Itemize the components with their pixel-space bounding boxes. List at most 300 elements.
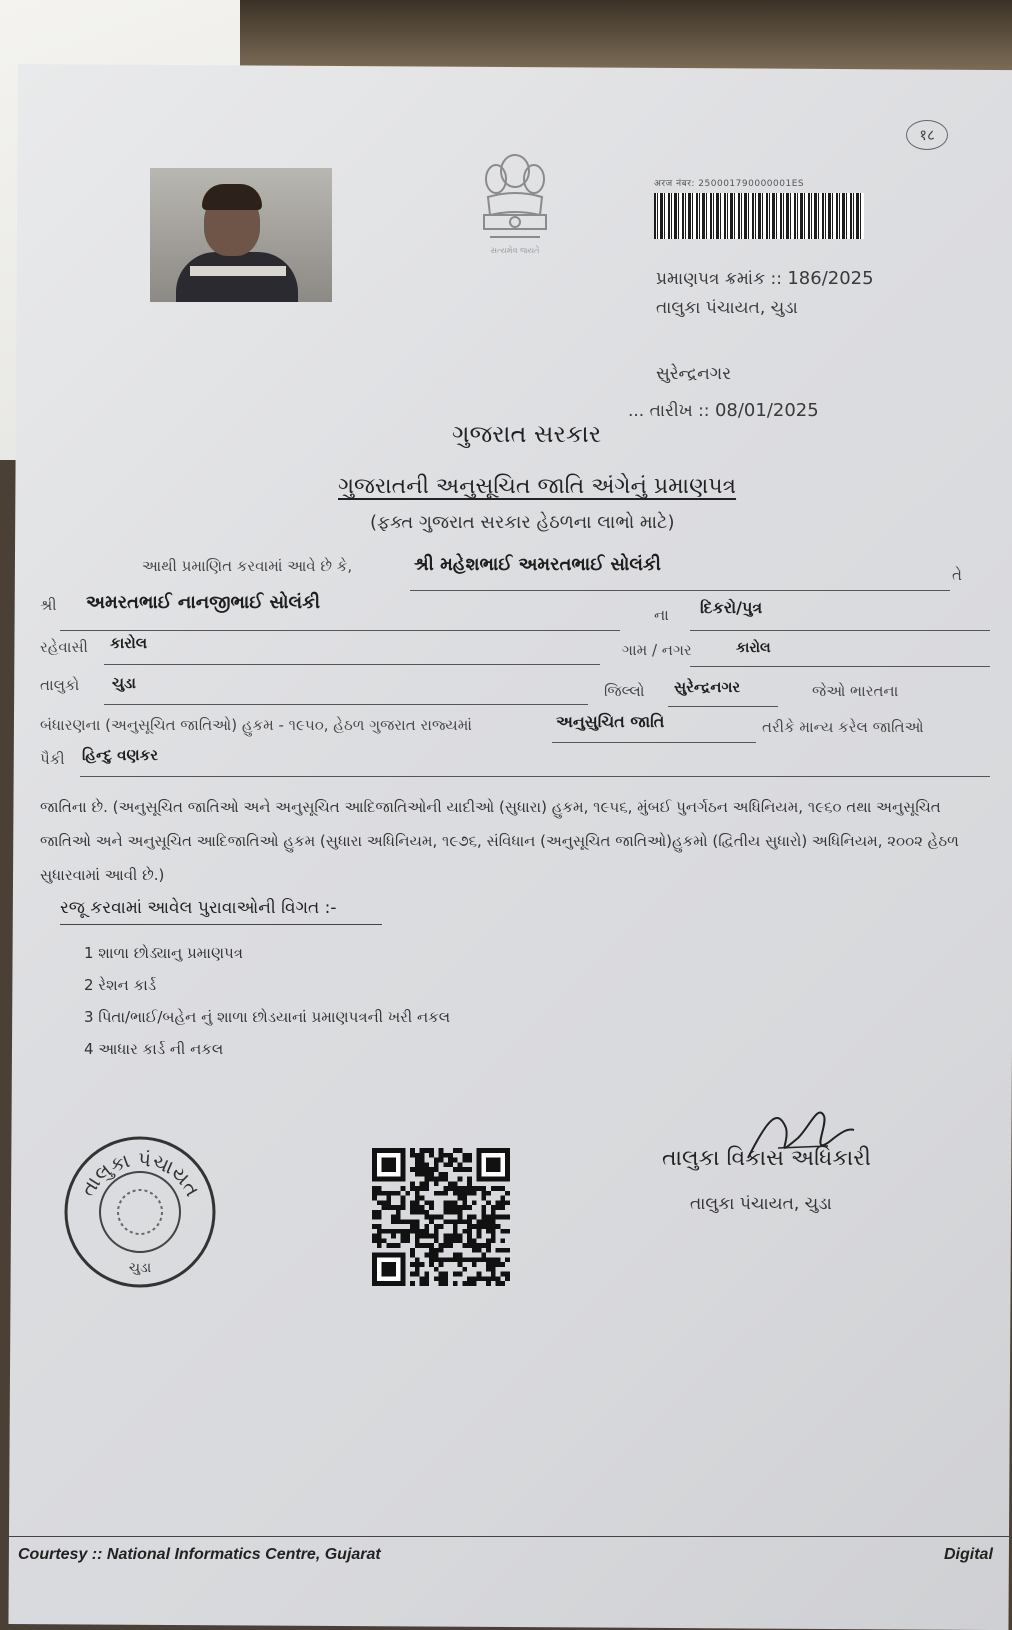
among-label: પૈકી [40, 750, 65, 768]
qr-module [420, 1158, 425, 1163]
qr-module [453, 1281, 458, 1286]
qr-module [477, 1272, 482, 1277]
qr-module [420, 1148, 425, 1153]
qr-module [477, 1186, 482, 1191]
qr-module [448, 1257, 453, 1262]
qr-module [415, 1272, 420, 1277]
qr-module [415, 1205, 420, 1210]
te-text: તે [952, 566, 962, 584]
qr-module [462, 1200, 467, 1205]
qr-module [410, 1262, 415, 1267]
qr-module [396, 1205, 401, 1210]
qr-module [472, 1281, 477, 1286]
qr-module [462, 1191, 467, 1196]
qr-module [391, 1191, 396, 1196]
qr-module [382, 1205, 387, 1210]
qr-module [491, 1234, 496, 1239]
qr-module [458, 1257, 463, 1262]
qr-module [439, 1153, 444, 1158]
page-number: १८ [906, 120, 948, 150]
qr-module [434, 1162, 439, 1167]
qr-module [415, 1158, 420, 1163]
qr-module [458, 1219, 463, 1224]
qr-module [372, 1210, 377, 1215]
qr-finder [382, 1158, 396, 1172]
qr-module [424, 1181, 429, 1186]
qr-module [481, 1224, 486, 1229]
qr-module [429, 1248, 434, 1253]
qr-module [443, 1172, 448, 1177]
qr-module [377, 1224, 382, 1229]
qr-module [415, 1153, 420, 1158]
qr-module [415, 1243, 420, 1248]
qr-module [467, 1243, 472, 1248]
qr-module [443, 1243, 448, 1248]
qr-module [415, 1196, 420, 1201]
qr-module [500, 1205, 505, 1210]
qr-module [462, 1158, 467, 1163]
qr-module [415, 1267, 420, 1272]
official-seal-icon [60, 1132, 220, 1292]
qr-module [472, 1248, 477, 1253]
qr-module [505, 1200, 510, 1205]
qr-module [429, 1253, 434, 1258]
village-value: કારોલ [736, 640, 771, 656]
qr-module [443, 1272, 448, 1277]
qr-module [439, 1172, 444, 1177]
qr-module [434, 1177, 439, 1182]
qr-module [453, 1229, 458, 1234]
qr-module [500, 1262, 505, 1267]
qr-module [377, 1229, 382, 1234]
date-label: ... તારીખ :: [628, 401, 710, 421]
qr-module [439, 1272, 444, 1277]
qr-module [424, 1272, 429, 1277]
qr-module [462, 1153, 467, 1158]
qr-module [448, 1234, 453, 1239]
qr-module [481, 1191, 486, 1196]
qr-module [391, 1229, 396, 1234]
qr-module [420, 1186, 425, 1191]
qr-module [496, 1205, 501, 1210]
qr-module [443, 1281, 448, 1286]
qr-module [391, 1243, 396, 1248]
qr-module [420, 1196, 425, 1201]
qr-module [453, 1191, 458, 1196]
qr-module [472, 1243, 477, 1248]
qr-module [472, 1215, 477, 1220]
qr-module [439, 1158, 444, 1163]
qr-module [410, 1219, 415, 1224]
qr-module [391, 1219, 396, 1224]
qr-module [458, 1196, 463, 1201]
qr-module [462, 1196, 467, 1201]
qr-module [443, 1276, 448, 1281]
qr-module [477, 1219, 482, 1224]
qr-module [429, 1205, 434, 1210]
qr-module [434, 1234, 439, 1239]
qr-module [386, 1205, 391, 1210]
qr-module [443, 1153, 448, 1158]
qr-module [505, 1276, 510, 1281]
qr-module [382, 1229, 387, 1234]
qr-module [448, 1243, 453, 1248]
qr-module [420, 1205, 425, 1210]
qr-module [500, 1196, 505, 1201]
district-line [668, 706, 778, 707]
qr-module [443, 1234, 448, 1239]
qr-module [410, 1210, 415, 1215]
footer-rule [0, 1536, 1012, 1537]
qr-module [472, 1257, 477, 1262]
qr-module [477, 1229, 482, 1234]
qr-module [458, 1234, 463, 1239]
qr-module [372, 1186, 377, 1191]
qr-module [453, 1181, 458, 1186]
qr-module [377, 1200, 382, 1205]
resident-line [104, 664, 600, 665]
qr-module [439, 1191, 444, 1196]
qr-module [415, 1234, 420, 1239]
category-value: અનુસુચિત જાતિ [556, 712, 665, 731]
qr-module [458, 1272, 463, 1277]
qr-module [415, 1262, 420, 1267]
qr-module [405, 1229, 410, 1234]
qr-module [496, 1200, 501, 1205]
qr-module [467, 1276, 472, 1281]
qr-module [410, 1167, 415, 1172]
qr-module [415, 1200, 420, 1205]
qr-module [439, 1224, 444, 1229]
qr-module [396, 1191, 401, 1196]
certificate-number-value: 186/2025 [787, 268, 874, 289]
qr-module [415, 1229, 420, 1234]
qr-module [410, 1272, 415, 1277]
qr-module [500, 1281, 505, 1286]
qr-module [424, 1276, 429, 1281]
qr-module [467, 1167, 472, 1172]
qr-module [462, 1205, 467, 1210]
qr-module [453, 1257, 458, 1262]
evidence-item: 2 રેશન કાર્ડ [84, 976, 157, 994]
qr-module [443, 1219, 448, 1224]
qr-module [424, 1172, 429, 1177]
qr-module [472, 1191, 477, 1196]
qr-module [448, 1219, 453, 1224]
qr-module [505, 1215, 510, 1220]
qr-module [434, 1229, 439, 1234]
qr-module [505, 1191, 510, 1196]
evidence-heading: રજૂ કરવામાં આવેલ પુરાવાઓની વિગત :- [60, 898, 382, 925]
district-value: સુરેન્દ્રનગર [674, 678, 741, 696]
qr-module [372, 1196, 377, 1201]
qr-module [439, 1248, 444, 1253]
applicant-photo [150, 168, 332, 302]
qr-module [491, 1272, 496, 1277]
qr-module [486, 1276, 491, 1281]
qr-module [386, 1229, 391, 1234]
qr-module [453, 1205, 458, 1210]
qr-module [458, 1148, 463, 1153]
certificate-number-label: પ્રમાણપત્ર ક્રમાંક :: [656, 269, 782, 289]
evidence-item: 3 પિતા/ભાઈ/બહેન નું શાળા છોડયાનાં પ્રમાણપત્રની ખરી નકલ [84, 1008, 451, 1026]
certificate-number [656, 268, 874, 289]
qr-module [481, 1243, 486, 1248]
certificate-title: ગુજરાતની અનુસૂચિત જાતિ અંગેનું પ્રમાણપત્ર [338, 474, 737, 499]
qr-module [500, 1186, 505, 1191]
qr-module [377, 1191, 382, 1196]
qr-module [486, 1219, 491, 1224]
qr-module [448, 1205, 453, 1210]
qr-module [415, 1238, 420, 1243]
qr-module [453, 1238, 458, 1243]
date-value: 08/01/2025 [714, 400, 819, 421]
qr-module [439, 1262, 444, 1267]
qr-module [443, 1210, 448, 1215]
qr-module [496, 1257, 501, 1262]
qr-module [496, 1186, 501, 1191]
taluka-line [104, 704, 588, 705]
qr-module [405, 1234, 410, 1239]
qr-module [491, 1229, 496, 1234]
qr-module [462, 1243, 467, 1248]
qr-module [424, 1186, 429, 1191]
qr-module [467, 1186, 472, 1191]
qr-module [458, 1186, 463, 1191]
qr-module [424, 1148, 429, 1153]
qr-module [486, 1243, 491, 1248]
qr-module [486, 1191, 491, 1196]
qr-module [415, 1191, 420, 1196]
qr-module [377, 1243, 382, 1248]
qr-module [382, 1191, 387, 1196]
category-line [552, 742, 756, 743]
qr-module [453, 1224, 458, 1229]
qr-module [486, 1200, 491, 1205]
qr-module [377, 1210, 382, 1215]
qr-module [410, 1153, 415, 1158]
qr-module [405, 1238, 410, 1243]
qr-module [500, 1272, 505, 1277]
qr-module [405, 1219, 410, 1224]
qr-finder [486, 1158, 500, 1172]
qr-module [462, 1186, 467, 1191]
qr-module [481, 1205, 486, 1210]
qr-module [486, 1248, 491, 1253]
qr-module [505, 1229, 510, 1234]
issuing-district: સુરેન્દ્રનગર [656, 364, 731, 384]
qr-module [386, 1196, 391, 1201]
qr-module [434, 1238, 439, 1243]
village-line [690, 666, 990, 667]
qr-module [439, 1257, 444, 1262]
qr-module [500, 1229, 505, 1234]
qr-module [377, 1238, 382, 1243]
qr-module [434, 1267, 439, 1272]
qr-module [410, 1148, 415, 1153]
qr-module [453, 1210, 458, 1215]
qr-module [396, 1215, 401, 1220]
qr-module [410, 1200, 415, 1205]
qr-module [424, 1200, 429, 1205]
qr-module [491, 1276, 496, 1281]
qr-module [424, 1281, 429, 1286]
qr-module [377, 1234, 382, 1239]
qr-module [462, 1257, 467, 1262]
qr-module [401, 1219, 406, 1224]
qr-module [491, 1262, 496, 1267]
qr-module [429, 1234, 434, 1239]
qr-module [462, 1167, 467, 1172]
qr-module [453, 1200, 458, 1205]
qr-module [410, 1224, 415, 1229]
signatory-title: તાલુકા વિકાસ અધિકારી [662, 1146, 871, 1171]
qr-module [467, 1181, 472, 1186]
qr-module [486, 1224, 491, 1229]
qr-module [467, 1257, 472, 1262]
qr-module [429, 1177, 434, 1182]
taluka-value: ચુડા [112, 674, 136, 692]
qr-module [467, 1229, 472, 1234]
qr-module [405, 1191, 410, 1196]
qr-module [415, 1167, 420, 1172]
qr-module [429, 1219, 434, 1224]
qr-module [386, 1200, 391, 1205]
qr-module [439, 1281, 444, 1286]
qr-module [377, 1215, 382, 1220]
qr-module [410, 1186, 415, 1191]
qr-module [453, 1272, 458, 1277]
village-label: ગામ / નગર [622, 641, 692, 659]
qr-module [496, 1224, 501, 1229]
qr-module [443, 1186, 448, 1191]
qr-module [496, 1281, 501, 1286]
qr-module [396, 1210, 401, 1215]
qr-code [370, 1148, 512, 1286]
qr-module [472, 1200, 477, 1205]
photo-stripe-shape [190, 266, 286, 276]
district-label: જિલ્લો [604, 682, 645, 700]
qr-module [434, 1257, 439, 1262]
qr-module [458, 1253, 463, 1258]
qr-module [424, 1243, 429, 1248]
qr-module [424, 1224, 429, 1229]
qr-module [462, 1281, 467, 1286]
qr-module [467, 1281, 472, 1286]
qr-module [420, 1210, 425, 1215]
qr-module [396, 1229, 401, 1234]
qr-module [453, 1167, 458, 1172]
barcode-bars [654, 193, 864, 239]
qr-module [439, 1276, 444, 1281]
qr-module [462, 1219, 467, 1224]
seal-bottom-text: ચુડા [128, 1260, 152, 1276]
qr-module [448, 1158, 453, 1163]
qr-module [496, 1248, 501, 1253]
qr-module [477, 1224, 482, 1229]
qr-module [429, 1243, 434, 1248]
qr-module [415, 1224, 420, 1229]
qr-module [424, 1162, 429, 1167]
qr-module [401, 1186, 406, 1191]
qr-module [500, 1200, 505, 1205]
qr-module [486, 1215, 491, 1220]
qr-module [481, 1186, 486, 1191]
qr-module [481, 1210, 486, 1215]
qr-module [401, 1205, 406, 1210]
qr-module [458, 1191, 463, 1196]
qr-module [491, 1219, 496, 1224]
qr-module [467, 1215, 472, 1220]
qr-module [477, 1243, 482, 1248]
qr-module [434, 1224, 439, 1229]
qr-module [424, 1167, 429, 1172]
qr-module [481, 1196, 486, 1201]
footer-courtesy: Courtesy :: National Informatics Centre, Gujarat [18, 1546, 381, 1563]
qr-module [491, 1186, 496, 1191]
qr-module [396, 1243, 401, 1248]
qr-module [439, 1148, 444, 1153]
qr-module [486, 1281, 491, 1286]
qr-module [500, 1248, 505, 1253]
qr-module [453, 1234, 458, 1239]
qr-module [401, 1229, 406, 1234]
qr-module [429, 1172, 434, 1177]
qr-module [491, 1224, 496, 1229]
qr-module [391, 1205, 396, 1210]
qr-module [410, 1253, 415, 1258]
qr-module [477, 1276, 482, 1281]
legal-paragraph: જાતિના છે. (અનુસૂચિત જાતિઓ અને અનુસૂચિત આદિજાતિઓની યાદીઓ (સુધારા) હુકમ, ૧૯૫૬, મુંબઈ પુનર્ગઠન અધિનિયમ, ૧૯૬૦ તથા અનુસૂચિત જાતિઓ અને અનુસૂચિત આદિજાતિઓ હુકમ (સુધારા અધિનિયમ, ૧૯૭૬, સંવિધાન (અનુસૂચિત જાતિઓ)હુકમો (દ્વિતીય સુધારો) અધિનિયમ, ૨૦૦૨ હેઠળ સુધારવામાં આવી છે.) [40, 798, 959, 884]
qr-module [453, 1158, 458, 1163]
caste-value: હિન્દુ વણકર [82, 746, 158, 764]
svg-text:સત્યમેવ જયતે: સત્યમેવ જયતે [490, 246, 540, 255]
qr-module [458, 1215, 463, 1220]
photo-body-shape [176, 252, 298, 302]
qr-module [415, 1257, 420, 1262]
taluka-label: તાલુકો [40, 676, 80, 694]
qr-module [424, 1234, 429, 1239]
qr-module [486, 1238, 491, 1243]
qr-module [382, 1238, 387, 1243]
barcode-label: अरज नंबर: 250001790000001ES [654, 179, 805, 189]
father-name: અમરતભાઈ નાનજીભાઈ સોલંકી [86, 592, 321, 613]
qr-module [491, 1257, 496, 1262]
qr-module [420, 1172, 425, 1177]
qr-module [382, 1200, 387, 1205]
qr-module [439, 1177, 444, 1182]
qr-module [386, 1191, 391, 1196]
qr-module [500, 1238, 505, 1243]
qr-module [477, 1234, 482, 1239]
qr-module [467, 1177, 472, 1182]
qr-module [443, 1162, 448, 1167]
qr-module [424, 1215, 429, 1220]
qr-finder [382, 1262, 396, 1276]
qr-module [434, 1248, 439, 1253]
qr-module [386, 1243, 391, 1248]
qr-module [467, 1234, 472, 1239]
qr-module [467, 1224, 472, 1229]
photo-hair-shape [202, 184, 262, 210]
evidence-item: 1 શાળા છોડ્યાનુ પ્રમાણપત્ર [84, 944, 243, 962]
qr-module [401, 1234, 406, 1239]
qr-module [496, 1276, 501, 1281]
qr-module [415, 1172, 420, 1177]
certificate-date [628, 400, 819, 421]
qr-module [472, 1238, 477, 1243]
qr-module [391, 1234, 396, 1239]
